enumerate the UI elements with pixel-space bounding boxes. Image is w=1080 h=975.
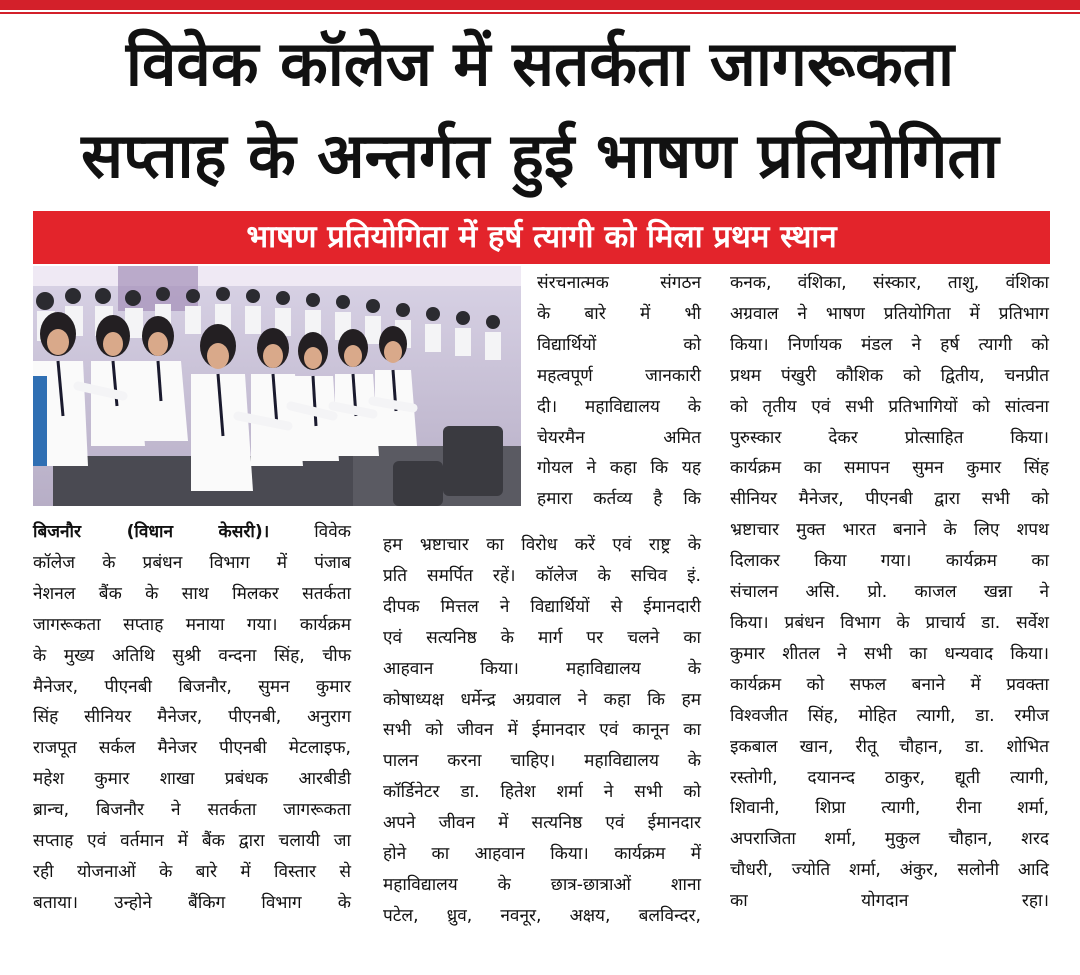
article-line: कोषाध्यक्ष धर्मेन्द्र अग्रवाल ने कहा कि हम [383, 689, 701, 710]
article-line: अग्रवाल ने भाषण प्रतियोगिता में प्रतिभाग [730, 303, 1049, 324]
article-line: हम भ्रष्टाचार का विरोध करें एवं राष्ट्र के [383, 535, 701, 555]
article-line: सिंह सीनियर मैनेजर, पीएनबी, अनुराग [33, 707, 351, 728]
article-line: किया। निर्णायक मंडल ने हर्ष त्यागी को [730, 334, 1049, 355]
article-line: प्रथम पंखुरी कौशिक को द्वितीय, चनप्रीत [730, 365, 1049, 386]
article-line: भ्रष्टाचार मुक्त भारत बनाने के लिए शपथ [730, 520, 1049, 541]
article-line: दीपक मित्तल ने विद्यार्थियों से ईमानदारी [383, 596, 701, 617]
article-line: आहवान किया। महाविद्यालय के [383, 658, 701, 679]
article-line: कार्यक्रम का समापन सुमन कुमार सिंह [730, 458, 1049, 479]
article-line: अपने जीवन में सत्यनिष्ठ एवं ईमानदार [383, 813, 701, 834]
article-line: प्रति समर्पित रहें। कॉलेज के सचिव इं. [383, 565, 701, 586]
article-line: पटेल, ध्रुव, नवनूर, अक्षय, बलविन्दर, [383, 905, 701, 926]
article-line: किया। प्रबंधन विभाग के प्राचार्य डा. सर्वेश [730, 612, 1049, 633]
article-line: चौधरी, ज्योति शर्मा, अंकुर, सलोनी आदि [730, 860, 1049, 881]
article-line: नेशनल बैंक के साथ मिलकर सतर्कता [33, 583, 351, 604]
headline-line-1: विवेक कॉलेज में सतर्कता जागरूकता [125, 27, 955, 100]
article-line: पुरुस्कार देकर प्रोत्साहित किया। [730, 427, 1049, 448]
article-line: इकबाल खान, रीतू चौहान, डा. शोभित [730, 736, 1049, 757]
article-line: संरचनात्मक संगठन [537, 273, 701, 293]
article-line: होने का आहवान किया। कार्यक्रम में [383, 844, 701, 865]
article-line: का योगदान रहा। [730, 891, 1049, 912]
article-line: संचालन असि. प्रो. काजल खन्ना ने [730, 582, 1049, 603]
article-line: कॉलेज के प्रबंधन विभाग में पंजाब [33, 552, 351, 573]
article-line: दी। महाविद्यालय के [537, 396, 701, 417]
article-line: विद्यार्थियों को [537, 334, 701, 355]
article-line: कुमार शीतल ने सभी का धन्यवाद किया। [730, 643, 1049, 664]
article-line: महाविद्यालय के छात्र-छात्राओं शाना [383, 874, 701, 895]
article-line: पालन करना चाहिए। महाविद्यालय के [383, 751, 701, 772]
article-line: हमारा कर्तव्य है कि [537, 489, 701, 510]
top-thin-rule [0, 12, 1080, 14]
article-line: सप्ताह एवं वर्तमान में बैंक द्वारा चलायी जा [33, 831, 351, 852]
article-line: को तृतीय एवं सभी प्रतिभागियों को सांत्वना [730, 396, 1049, 417]
article-line: शिवानी, शिप्रा त्यागी, रीना शर्मा, [730, 798, 1049, 819]
article-column-2-bottom [383, 530, 701, 932]
article-line: कार्यक्रम को सफल बनाने में प्रवक्ता [730, 674, 1049, 695]
article-line: के बारे में भी [537, 303, 701, 324]
article-line: रस्तोगी, दयानन्द ठाकुर, द्यूती त्यागी, [730, 767, 1049, 788]
article-line: कॉर्डिनेटर डा. हितेश शर्मा ने सभी को [383, 782, 701, 803]
article-line: विवेक [314, 522, 351, 542]
article-line: एवं सत्यनिष्ठ के मार्ग पर चलने का [383, 627, 701, 648]
article-line: दिलाकर किया गया। कार्यक्रम का [730, 551, 1049, 572]
article-line: जागरूकता सप्ताह मनाया गया। कार्यक्रम [33, 614, 351, 635]
article-line: महेश कुमार शाखा प्रबंधक आरबीडी [33, 769, 351, 790]
article-line: मैनेजर, पीएनबी बिजनौर, सुमन कुमार [33, 676, 351, 697]
article-column-2-top [537, 268, 701, 515]
top-red-rule [0, 0, 1080, 10]
article-line: रही योजनाओं के बारे में विस्तार से [33, 861, 351, 882]
students-taking-pledge-photo [33, 266, 521, 506]
article-line: बताया। उन्होने बैंकिग विभाग के [33, 892, 351, 913]
article-line: चेयरमैन अमित [537, 427, 701, 448]
article-line: अपराजिता शर्मा, मुकुल चौहान, शरद [730, 829, 1049, 850]
dateline: बिजनौर (विधान केसरी)। [33, 522, 270, 542]
article-line: कनक, वंशिका, संस्कार, ताशु, वंशिका [730, 273, 1049, 293]
article-line [33, 522, 351, 542]
subheadline-banner: भाषण प्रतियोगिता में हर्ष त्यागी को मिला प्रथम स्थान [33, 211, 1050, 264]
article-column-3 [730, 268, 1049, 917]
article-line: गोयल ने कहा कि यह [537, 458, 701, 479]
article-line: सीनियर मैनेजर, पीएनबी द्वारा सभी को [730, 489, 1049, 510]
article-line: विश्वजीत सिंह, मोहित त्यागी, डा. रमीज [730, 705, 1049, 726]
article-column-1 [33, 517, 351, 919]
headline-line-2: सप्ताह के अन्तर्गत हुई भाषण प्रतियोगिता [81, 119, 999, 192]
article-line: सभी को जीवन में ईमानदार एवं कानून का [383, 720, 701, 741]
article-line: महत्वपूर्ण जानकारी [537, 365, 701, 386]
article-line: के मुख्य अतिथि सुश्री वन्दना सिंह, चीफ [33, 645, 351, 666]
article-line: राजपूत सर्कल मैनेजर पीएनबी मेटलाइफ, [33, 738, 351, 759]
article-line: ब्रान्च, बिजनौर ने सतर्कता जागरूकता [33, 800, 351, 821]
